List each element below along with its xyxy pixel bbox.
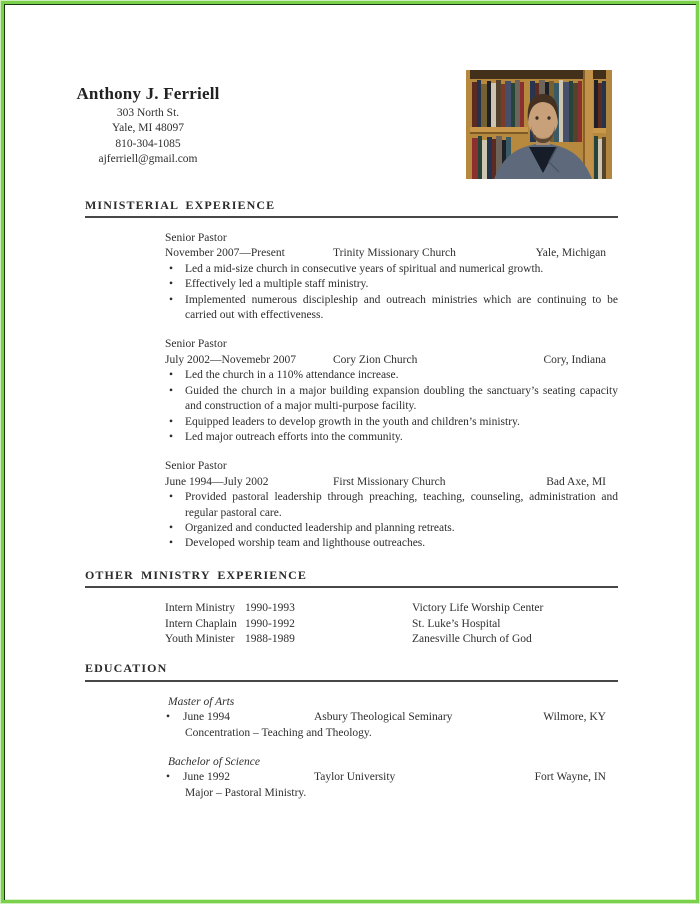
degree-name: Master of Arts xyxy=(168,695,235,708)
portrait-photo-illustration xyxy=(466,70,612,179)
job-role: Senior Pastor xyxy=(165,460,227,473)
degree-detail: Major – Pastoral Ministry. xyxy=(185,786,307,799)
education-entry xyxy=(165,755,618,801)
job-dates: November 2007—Present xyxy=(165,247,285,260)
job-bullet: • Guided the church in a major building expansion doubling the sanctuary’s seating capacity and construction of a major multi-purpose facility. xyxy=(168,384,618,415)
job-organization: First Missionary Church xyxy=(333,475,446,488)
bullet-marker: • xyxy=(166,771,171,784)
degree-school: Asbury Theological Seminary xyxy=(314,711,453,724)
job-bullet: • Led a mid-size church in consecutive years of spiritual and numerical growth. xyxy=(168,262,618,277)
other-organization: Zanesville Church of God xyxy=(412,632,532,645)
candidate-name: Anthony J. Ferriell xyxy=(76,84,220,103)
degree-name: Bachelor of Science xyxy=(168,756,260,768)
other-dates: 1990-1993 xyxy=(245,602,295,615)
other-role: Intern Ministry xyxy=(165,602,235,615)
degree-location: Wilmore, KY xyxy=(543,711,606,724)
resume-header xyxy=(76,83,618,168)
job-bullet: • Effectively led a multiple staff ministry. xyxy=(168,277,618,292)
job-role: Senior Pastor xyxy=(165,232,227,245)
other-dates: 1988-1989 xyxy=(245,632,295,645)
job-dates: June 1994—July 2002 xyxy=(165,475,269,488)
section-education xyxy=(85,661,618,801)
degree-detail: Concentration – Teaching and Theology. xyxy=(185,726,372,739)
other-organization: Victory Life Worship Center xyxy=(412,602,544,615)
section-heading-ministerial: MINISTERIAL EXPERIENCE xyxy=(85,198,618,218)
portrait-photo xyxy=(466,70,612,179)
degree-location: Fort Wayne, IN xyxy=(534,771,606,784)
job-organization: Cory Zion Church xyxy=(333,353,418,366)
job-bullet: • Provided pastoral leadership through preaching, teaching, counseling, administration and regular pastoral care. xyxy=(168,490,618,521)
email-address: ajferriell@gmail.com xyxy=(98,153,198,166)
bullet-marker: • xyxy=(166,711,171,724)
education-entry xyxy=(165,695,618,741)
phone-number: 810-304-1085 xyxy=(115,137,181,150)
other-dates: 1990-1992 xyxy=(245,617,295,630)
section-heading-other-ministry: OTHER MINISTRY EXPERIENCE xyxy=(85,568,618,588)
job-entry xyxy=(165,231,618,323)
job-bullet: • Equipped leaders to develop growth in the youth and children’s ministry. xyxy=(168,415,618,430)
job-bullet: • Implemented numerous discipleship and outreach ministries which are continuing to be carried out with effectiveness. xyxy=(168,293,618,324)
degree-date: June 1992 xyxy=(183,771,230,784)
other-organization: St. Luke’s Hospital xyxy=(412,617,501,630)
job-entry xyxy=(165,459,618,551)
job-dates: July 2002—Novemebr 2007 xyxy=(165,353,296,366)
job-bullet-list xyxy=(165,490,618,552)
other-ministry-row xyxy=(165,632,618,647)
job-bullet: • Organized and conducted leadership and planning retreats. xyxy=(168,521,618,536)
other-ministry-row xyxy=(165,617,618,632)
address-line-2: Yale, MI 48097 xyxy=(112,122,184,135)
contact-block xyxy=(61,83,235,168)
job-bullet-list xyxy=(165,368,618,445)
job-bullet: • Led the church in a 110% attendance increase. xyxy=(168,368,618,383)
other-role: Youth Minister xyxy=(165,632,235,645)
job-organization: Trinity Missionary Church xyxy=(333,247,456,260)
section-other-ministry-experience xyxy=(85,568,618,648)
job-location: Bad Axe, MI xyxy=(546,475,606,488)
job-bullet: • Developed worship team and lighthouse outreaches. xyxy=(168,536,618,551)
section-ministerial-experience xyxy=(85,198,618,552)
job-entry xyxy=(165,337,618,445)
other-ministry-row xyxy=(165,601,618,616)
address-line-1: 303 North St. xyxy=(116,107,180,119)
job-location: Cory, Indiana xyxy=(543,353,606,366)
job-role: Senior Pastor xyxy=(165,338,227,351)
section-heading-education: EDUCATION xyxy=(85,661,618,681)
degree-date: June 1994 xyxy=(183,711,230,724)
degree-school: Taylor University xyxy=(314,771,396,784)
other-role: Intern Chaplain xyxy=(165,617,237,630)
resume-document xyxy=(76,83,618,801)
job-bullet: • Led major outreach efforts into the community. xyxy=(168,430,618,445)
job-bullet-list xyxy=(165,262,618,324)
job-location: Yale, Michigan xyxy=(535,247,606,260)
